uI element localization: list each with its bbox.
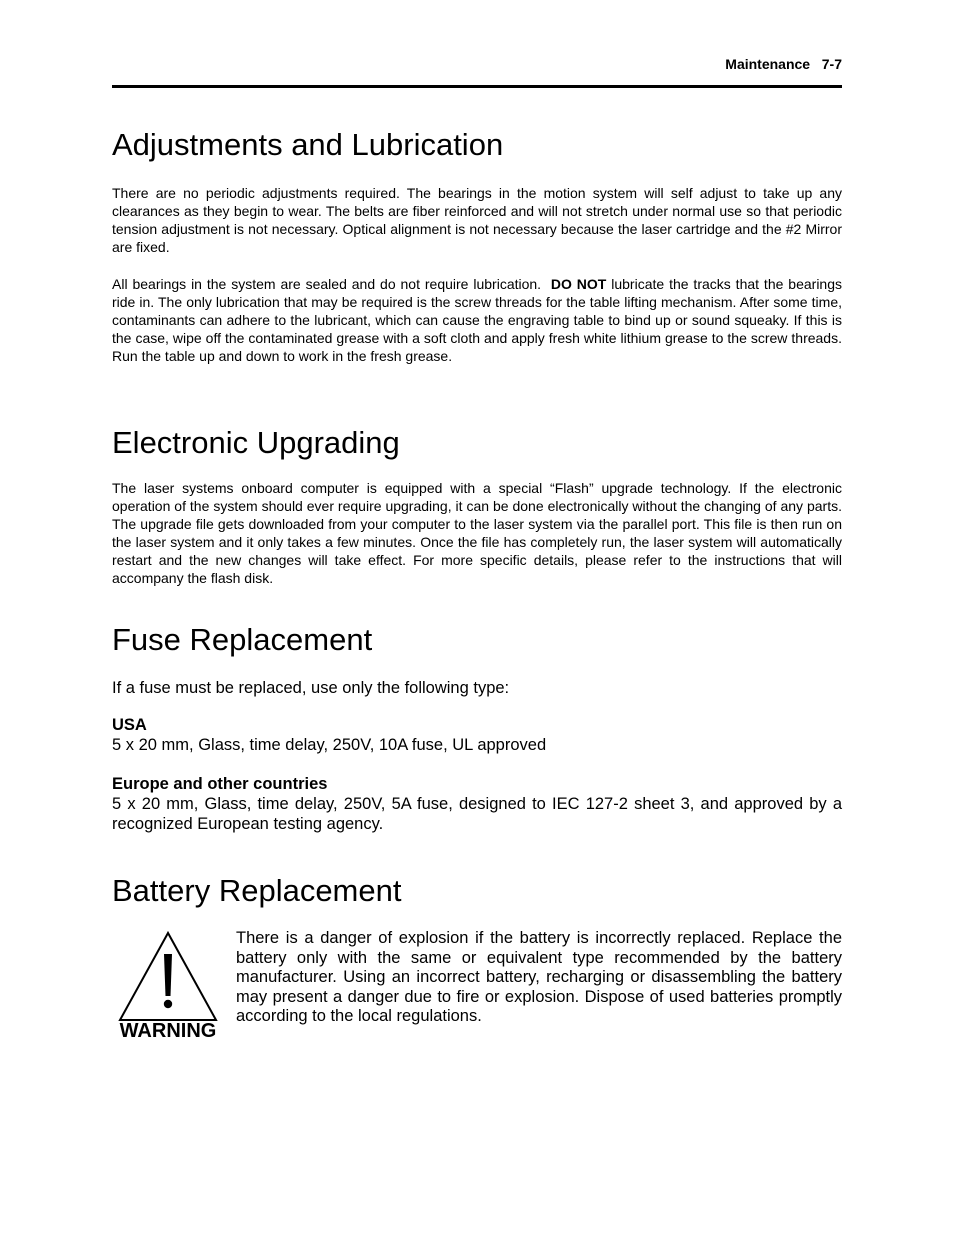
fuse-intro: If a fuse must be replaced, use only the following type: bbox=[112, 679, 510, 697]
adjustments-paragraph-1-text: There are no periodic adjustments required. The bearings in the motion system will self adjust to take up any clearances as they begin to wear. The belts are fiber reinforced and will not stretch under normal use so that periodic tension adjustment is not necessary. Optical alignment is not necessary because the laser cartridge and the #2 Mirror are fixed. bbox=[112, 185, 842, 255]
section-title-fuse: Fuse Replacement bbox=[112, 622, 373, 657]
header-rule bbox=[112, 85, 842, 88]
warning-triangle-icon bbox=[118, 930, 218, 1042]
do-not-emphasis: DO NOT bbox=[550, 276, 607, 292]
europe-fuse-spec: 5 x 20 mm, Glass, time delay, 250V, 5A fuse, designed to IEC 127-2 sheet 3, and approved by a recognized European testing agency. bbox=[112, 795, 842, 833]
adjustments-paragraph-2 bbox=[112, 275, 842, 365]
section-title-adjustments: Adjustments and Lubrication bbox=[112, 127, 504, 162]
warning-symbol bbox=[118, 930, 218, 1042]
section-title-electronic: Electronic Upgrading bbox=[112, 425, 400, 460]
section-title-battery: Battery Replacement bbox=[112, 873, 402, 908]
electronic-paragraph: The laser systems onboard computer is equipped with a special “Flash” upgrade technology. If the electronic operation of the system should ever require upgrading, it can be done electronically without the changing of any parts. The upgrade file gets downloaded from your computer to the laser system via the parallel port. This file is then run on the laser system and it only takes a few minutes. Once the file has completely run, the laser system will automatically restart and the new changes will take effect. For more specific details, please refer to the instructions that will accompany the flash disk. bbox=[112, 480, 842, 586]
warning-label: WARNING bbox=[119, 1020, 217, 1042]
europe-heading: Europe and other countries bbox=[112, 775, 328, 793]
usa-fuse-spec: 5 x 20 mm, Glass, time delay, 250V, 10A fuse, UL approved bbox=[112, 736, 547, 754]
adjustments-paragraph-1 bbox=[112, 184, 842, 256]
adjustments-paragraph-2-lead: All bearings in the system are sealed and do not require lubrication. bbox=[112, 276, 551, 292]
adjustments-paragraph-2-rest: lubricate the tracks that the bearings ride in. The only lubrication that may be required is the screw threads for the table lifting mechanism. After some time, contaminants can adhere to the lubricant, which can cause the engraving table to bind up or sound squeaky. If this is the case, wipe off the contaminated grease with a soft cloth and apply fresh white lithium grease to the screw threads. Run the table up and down to work in the fresh grease. bbox=[112, 276, 842, 364]
running-head: Maintenance 7-7 bbox=[725, 56, 842, 72]
usa-heading: USA bbox=[112, 716, 147, 734]
battery-warning-text: There is a danger of explosion if the battery is incorrectly replaced. Replace the battery only with the same or equivalent type recommended by the battery manufacturer. Using an incorrect battery, recharging or disassembling the battery may present a danger due to fire or explosion. Dispose of used batteries promptly according to the local regulations. bbox=[236, 929, 842, 1026]
